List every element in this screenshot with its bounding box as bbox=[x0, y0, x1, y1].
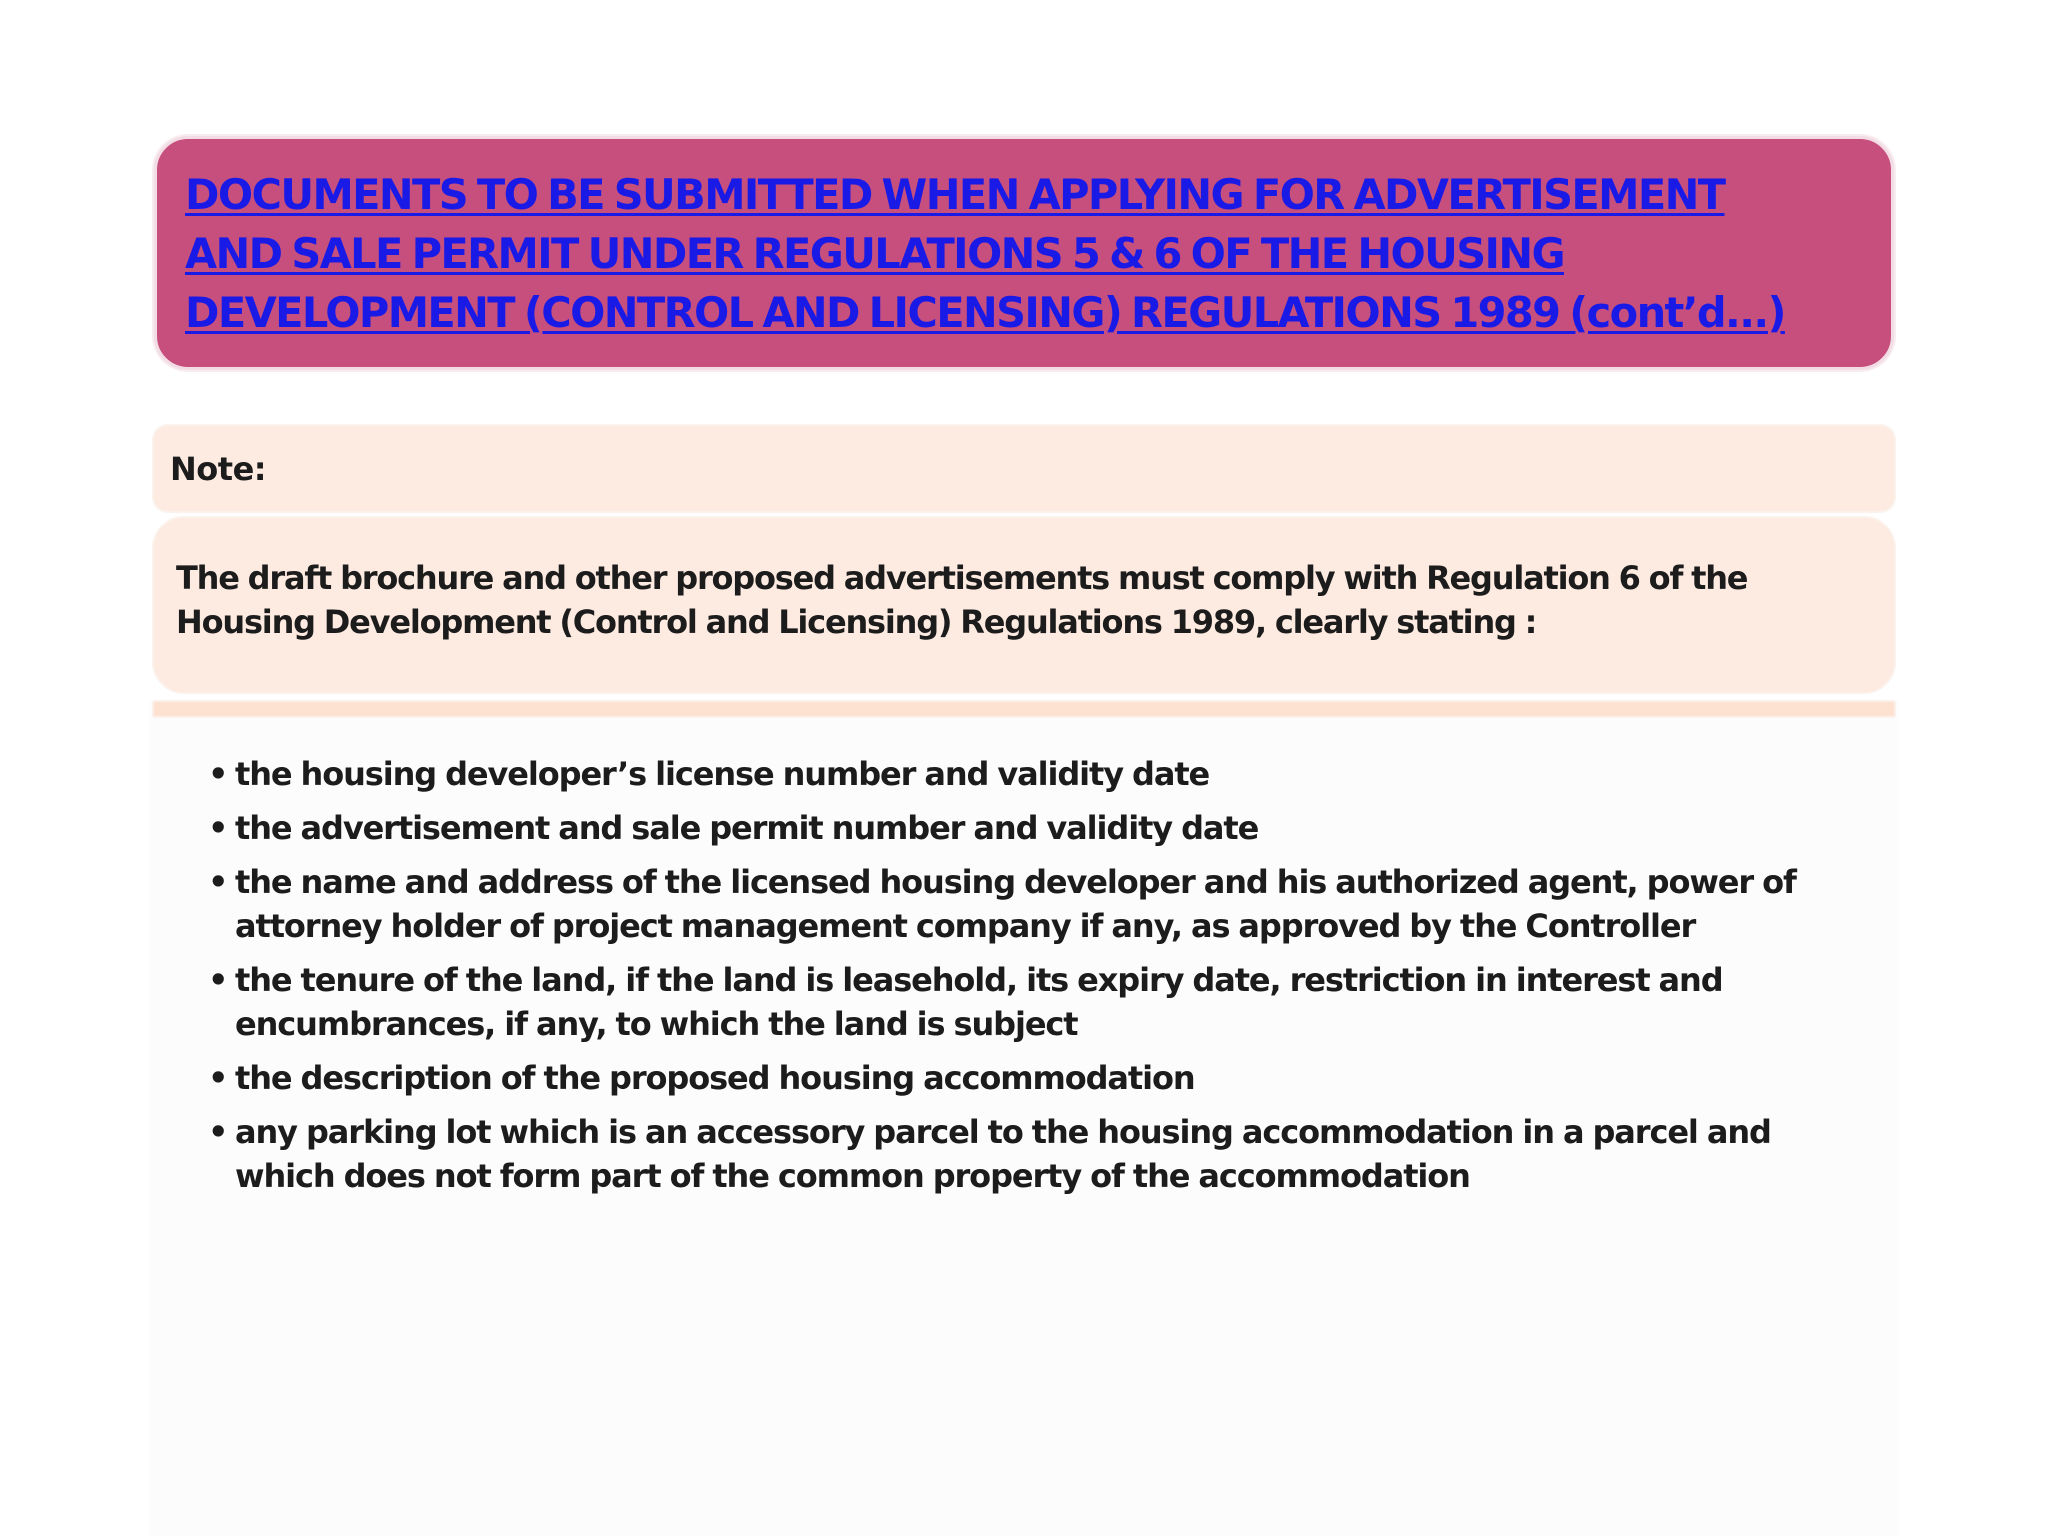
bullet-text: the housing developer’s license number and validity date bbox=[235, 755, 1210, 793]
bullet-text: the advertisement and sale permit number and validity date bbox=[235, 809, 1259, 847]
bullet-dot: • bbox=[208, 961, 228, 999]
bullet-dot: • bbox=[208, 1113, 228, 1151]
bullet-item bbox=[208, 1056, 1868, 1100]
bullet-item bbox=[208, 958, 1868, 1046]
bullet-dot: • bbox=[208, 863, 228, 901]
bullet-dot: • bbox=[208, 1059, 228, 1097]
bullet-item bbox=[208, 860, 1868, 948]
bullet-dot: • bbox=[208, 755, 228, 793]
bullet-item bbox=[208, 1110, 1868, 1198]
bullet-item bbox=[208, 752, 1868, 796]
bullet-item bbox=[208, 806, 1868, 850]
note-label: Note: bbox=[170, 450, 267, 488]
note-text: The draft brochure and other proposed advertisements must comply with Regulation 6 of the Housing Development (Control and Licensing) Regulations 1989, clearly stating : bbox=[176, 559, 1748, 641]
title-banner bbox=[154, 136, 1894, 370]
bullet-list bbox=[208, 752, 1868, 1208]
note-header bbox=[152, 424, 1896, 513]
bullet-text: the description of the proposed housing accommodation bbox=[235, 1059, 1195, 1097]
slide-title[interactable]: DOCUMENTS TO BE SUBMITTED WHEN APPLYING FOR ADVERTISEMENT AND SALE PERMIT UNDER REGULATIONS 5 & 6 OF THE HOUSING DEVELOPMENT (CONTROL AND LICENSING) REGULATIONS 1989 (cont’d...) bbox=[185, 170, 1785, 337]
bullet-text: any parking lot which is an accessory parcel to the housing accommodation in a parcel and which does not form part of the common property of the accommodation bbox=[235, 1113, 1771, 1195]
bullet-dot: • bbox=[208, 809, 228, 847]
bullet-text: the name and address of the licensed housing developer and his authorized agent, power of attorney holder of project management company if any, as approved by the Controller bbox=[235, 863, 1796, 945]
bullet-text: the tenure of the land, if the land is leasehold, its expiry date, restriction in interest and encumbrances, if any, to which the land is subject bbox=[235, 961, 1723, 1043]
note-body bbox=[152, 516, 1896, 694]
divider-strip bbox=[152, 700, 1896, 718]
